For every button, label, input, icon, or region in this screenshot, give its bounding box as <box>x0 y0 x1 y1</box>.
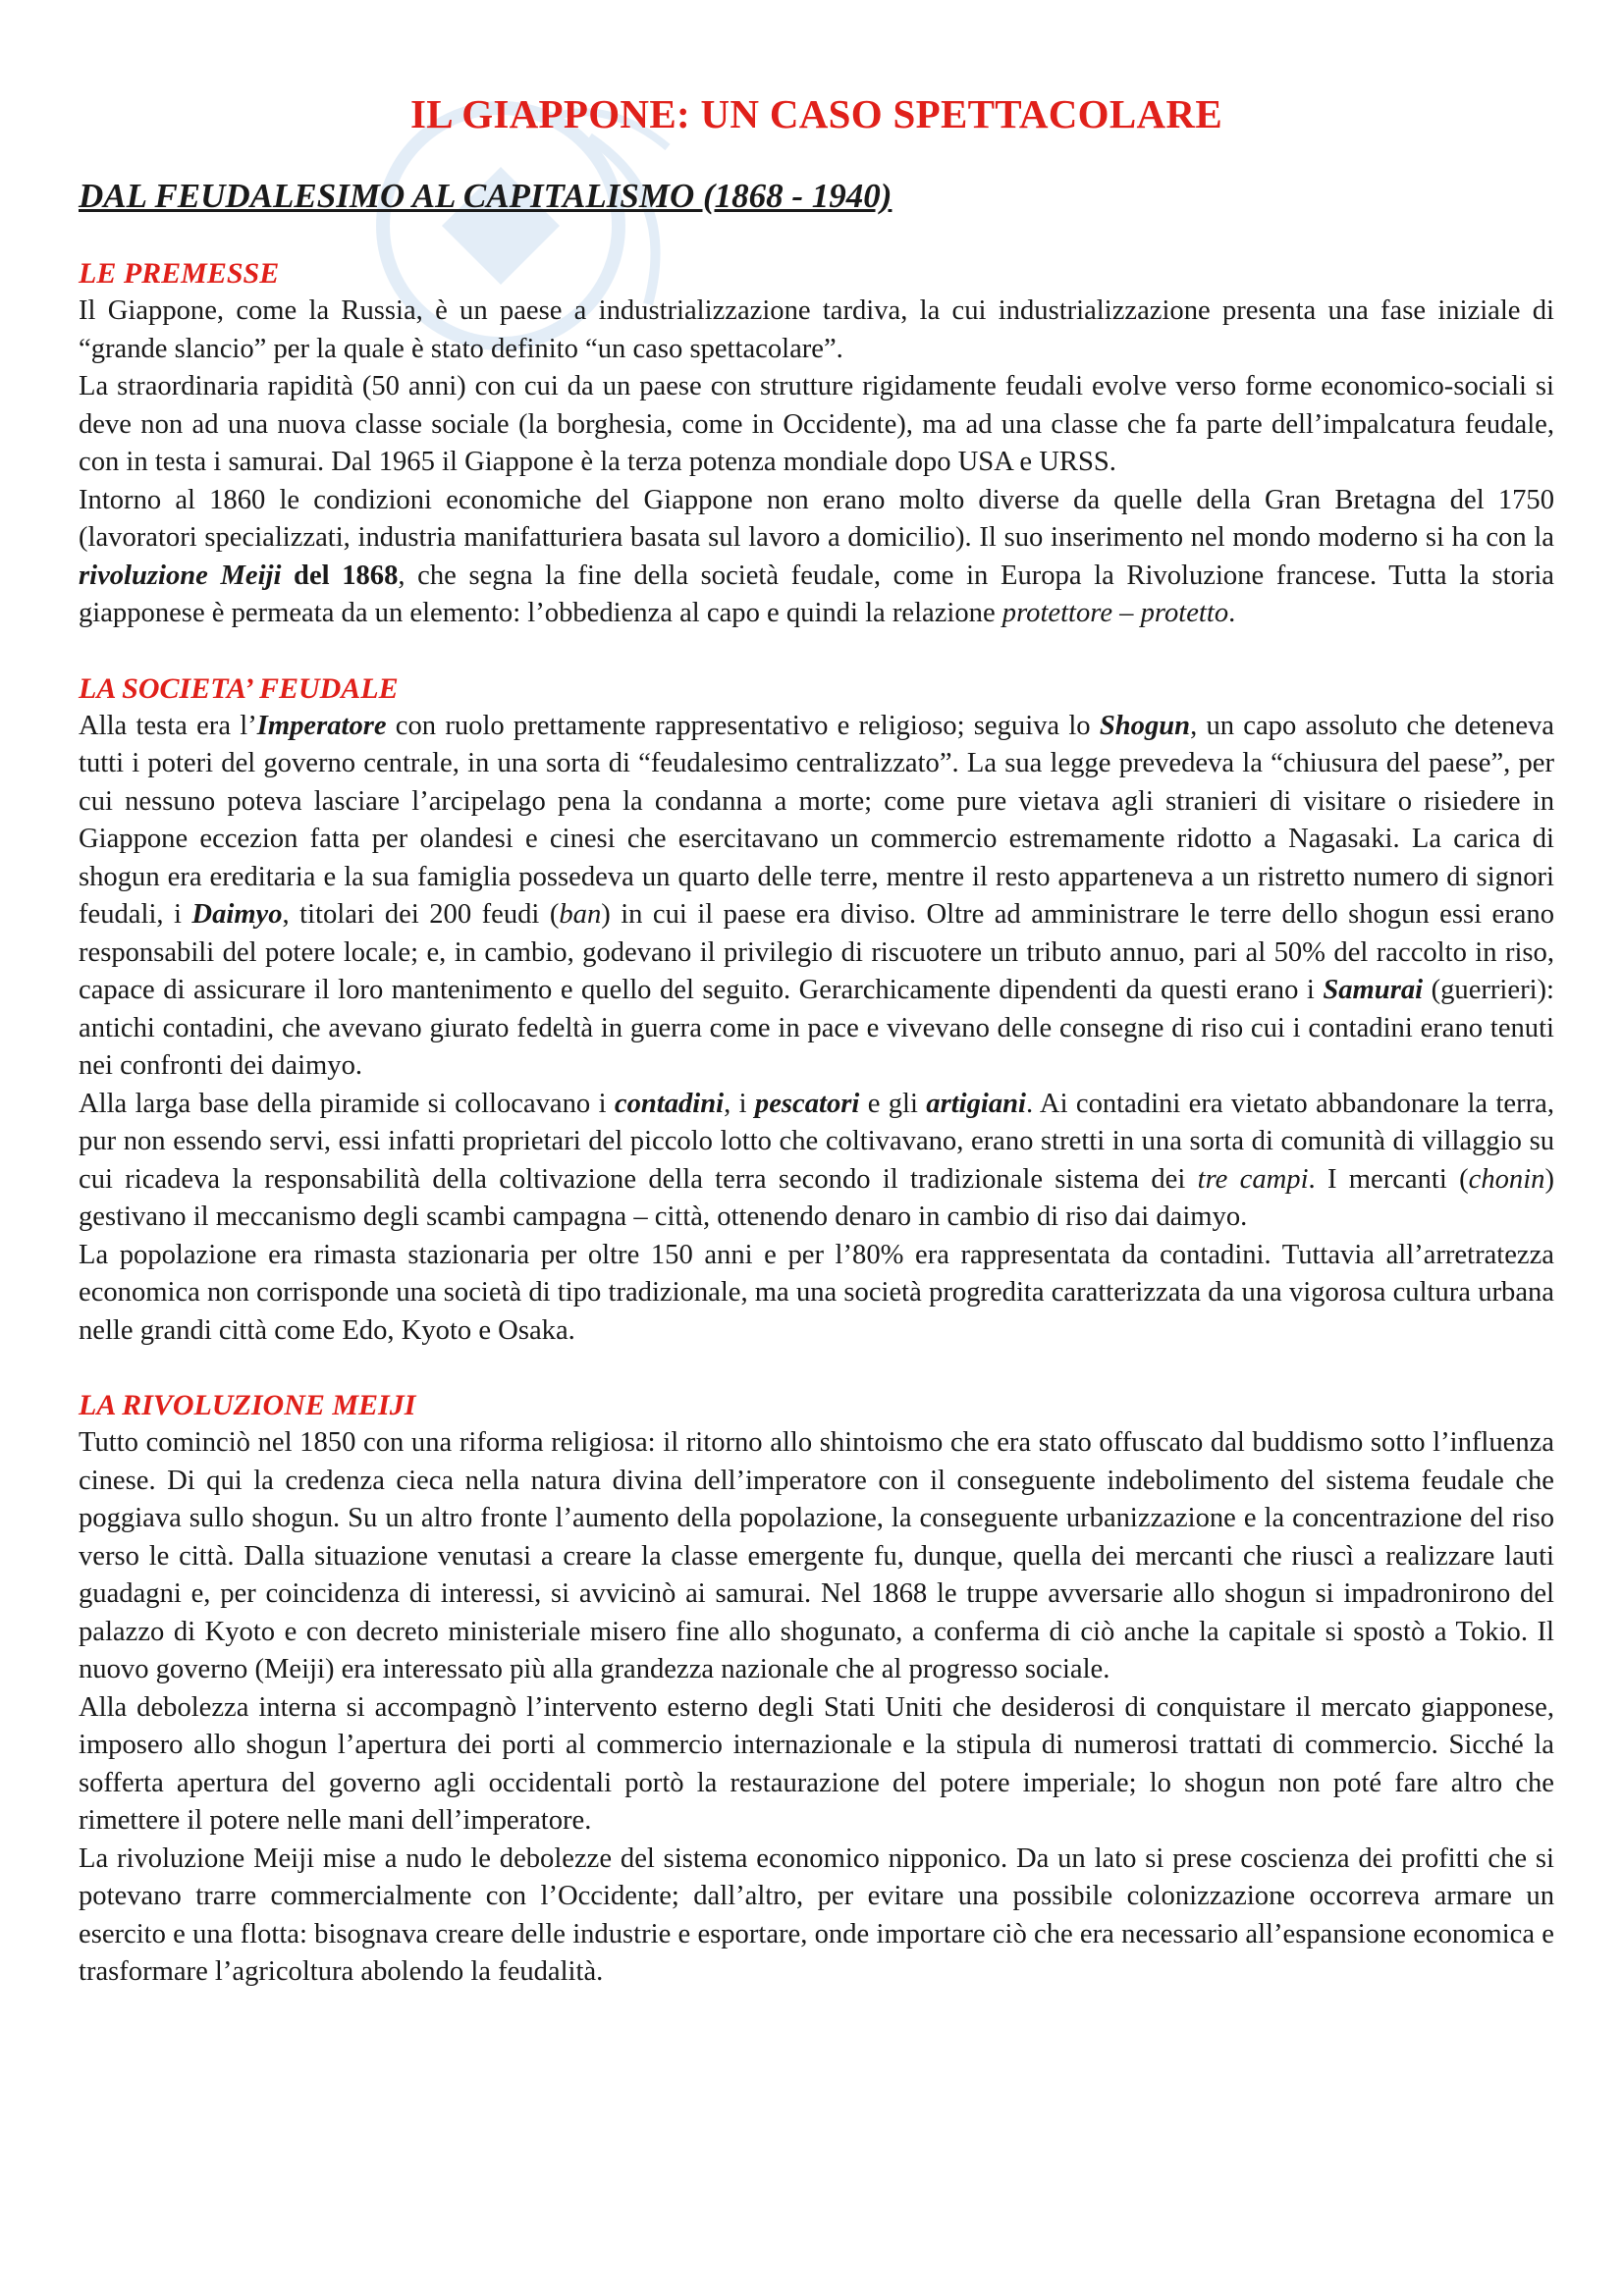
emphasis-term: Imperatore <box>256 710 387 741</box>
emphasis-term: Daimyo <box>191 899 283 930</box>
text-run: Alla larga base della piramide si collocavano i <box>79 1088 615 1119</box>
text-run: e gli <box>859 1088 927 1119</box>
paragraph: La rivoluzione Meiji mise a nudo le debolezze del sistema economico nipponico. Da un lato si prese coscienza dei profitti che si potevano trarre commercialmente con l’Occidente; dall’altro, per evitare una possibile colonizzazione occorreva armare un esercito e una flotta: bisognava creare delle industrie e esportare, onde importare ciò che era necessario all’espansione economica e trasformare l’agricoltura abolendo la feudalità. <box>79 1842 1554 1987</box>
section-heading: LA SOCIETA’ FEUDALE <box>79 671 399 705</box>
emphasis-term: Shogun <box>1099 710 1191 741</box>
section-rivoluzione-meiji <box>79 1387 1554 1992</box>
emphasis-term: Samurai <box>1323 975 1424 1005</box>
emphasis-term: ban <box>559 899 602 930</box>
section-premesse <box>79 255 1554 633</box>
emphasis-term: contadini <box>614 1088 725 1119</box>
section-societa-feudale <box>79 670 1554 1351</box>
emphasis-term: artigiani <box>926 1088 1026 1119</box>
emphasis-term: del 1868 <box>281 560 399 591</box>
paragraph <box>79 708 1554 1086</box>
paragraph: Alla debolezza interna si accompagnò l’intervento esterno degli Stati Uniti che desiderosi di conquistare il mercato giapponese, imposero allo shogun l’apertura dei porti al commercio internazionale e la stipula di numerosi trattati di commercio. Sicché la sofferta apertura del governo agli occidentali portò la restaurazione del potere imperiale; lo shogun non poté fare altro che rimettere il potere nelle mani dell’imperatore. <box>79 1691 1554 1836</box>
document-page <box>79 79 1554 1992</box>
paragraph <box>79 482 1554 633</box>
paragraph <box>79 1086 1554 1237</box>
paragraph: La straordinaria rapidità (50 anni) con cui da un paese con strutture rigidamente feudali evolve verso forme economico-sociali si deve non ad una nuova classe sociale (la borghesia, come in Occidente), ma ad una classe che fa parte dell’impalcatura feudale, con in testa i samurai. Dal 1965 il Giappone è la terza potenza mondiale dopo USA e URSS. <box>79 371 1554 477</box>
section-heading: LA RIVOLUZIONE MEIJI <box>79 1389 416 1421</box>
text-run: ) in cui il paese era diviso. Oltre ad amministrare le terre dello shogun essi erano responsabili del potere locale; e, in cambio, godevano il privilegio di riscuotere un tributo annuo, pari al 50% del raccolto in riso, capace di assicurare il loro mantenimento e quello del seguito. Gerarchicamente dipendenti da questi erano i <box>79 899 1555 1005</box>
paragraph: Tutto cominciò nel 1850 con una riforma religiosa: il ritorno allo shintoismo che era stato offuscato dal buddismo sotto l’influenza cinese. Di qui la credenza cieca nella natura divina dell’imperatore con il conseguente indebolimento del sistema feudale che poggiava sullo shogun. Su un altro fronte l’aumento della popolazione, la conseguente urbanizzazione e la concentrazione del riso verso le città. Dalla situazione venutasi a creare la classe emergente fu, dunque, quella dei mercanti che riuscì a realizzare lauti guadagni e, per coincidenza di interessi, si avvicinò ai samurai. Nel 1868 le truppe avversarie allo shogun si impadronirono del palazzo di Kyoto e con decreto ministeriale misero fine allo shogunato, a conferma di ciò anche la capitale si spostò a Tokio. Il nuovo governo (Meiji) era interessato più alla grandezza nazionale che al progresso sociale. <box>79 1427 1554 1684</box>
paragraph: Il Giappone, come la Russia, è un paese a industrializzazione tardiva, la cui industrializzazione presenta una fase iniziale di “grande slancio” per la quale è stato definito “un caso spettacolare”. <box>79 295 1554 364</box>
text-run: , un capo assoluto che deteneva tutti i poteri del governo centrale, in una sorta di “feudalesimo centralizzato”. La sua legge prevedeva la “chiusura del paese”, per cui nessuno poteva lasciare l’arcipelago pena la condanna a morte; come pure vietava agli stranieri di visitare o risiedere in Giappone eccezion fatta per olandesi e cinesi che esercitavano un commercio estremamente ridotto a Nagasaki. La carica di shogun era ereditaria e la sua famiglia possedeva un quarto delle terre, mentre il resto apparteneva a un ristretto numero di signori feudali, i <box>79 710 1554 930</box>
emphasis-term: rivoluzione Meiji <box>79 560 282 591</box>
text-run: , che segna la fine della società feudale, come in Europa la Rivoluzione francese. Tutta la storia giapponese è permeata da un elemento: l’obbedienza al capo e quindi la relazione <box>79 560 1555 628</box>
document-subtitle: DAL FEUDALESIMO AL CAPITALISMO (1868 - 1940) <box>79 177 893 215</box>
emphasis-term: chonin <box>1468 1163 1545 1195</box>
text-run: . I mercanti ( <box>1308 1163 1469 1195</box>
emphasis-term: tre campi <box>1197 1163 1309 1195</box>
text-run: ) gestivano il meccanismo degli scambi campagna – città, ottenendo denaro in cambio di riso dai daimyo. <box>79 1163 1554 1232</box>
text-run: Intorno al 1860 le condizioni economiche del Giappone non erano molto diverse da quelle della Gran Bretagna del 1750 (lavoratori specializzati, industria manifatturiera basata sul lavoro a domicilio). Il suo inserimento nel mondo moderno si ha con la <box>79 484 1554 553</box>
text-run: Alla testa era l’ <box>79 710 257 741</box>
text-run: . Ai contadini era vietato abbandonare la terra, pur non essendo servi, essi infatti proprietari del piccolo lotto che coltivavano, erano stretti in una sorta di comunità di villaggio su cui ricadeva la responsabilità della coltivazione della terra secondo il tradizionale sistema dei <box>79 1088 1555 1195</box>
text-run: (guerrieri): antichi contadini, che avevano giurato fedeltà in guerra come in pace e vivevano delle consegne di riso cui i contadini erano tenuti nei confronti dei daimyo. <box>79 975 1554 1081</box>
section-heading: LE PREMESSE <box>79 257 280 290</box>
emphasis-term: protettore – protetto <box>1001 598 1229 628</box>
text-run: con ruolo prettamente rappresentativo e religioso; seguiva lo <box>386 710 1100 741</box>
page-title: IL GIAPPONE: UN CASO SPETTACOLARE <box>410 91 1222 136</box>
paragraph: La popolazione era rimasta stazionaria per oltre 150 anni e per l’80% era rappresentata da contadini. Tuttavia all’arretratezza economica non corrisponde una società di tipo tradizionale, ma una società progredita caratterizzata da una vigorosa cultura urbana nelle grandi città come Edo, Kyoto e Osaka. <box>79 1239 1554 1346</box>
text-run: , i <box>724 1088 755 1119</box>
emphasis-term: pescatori <box>754 1088 860 1119</box>
text-run: . <box>1228 598 1236 628</box>
text-run: , titolari dei 200 feudi ( <box>282 899 560 930</box>
